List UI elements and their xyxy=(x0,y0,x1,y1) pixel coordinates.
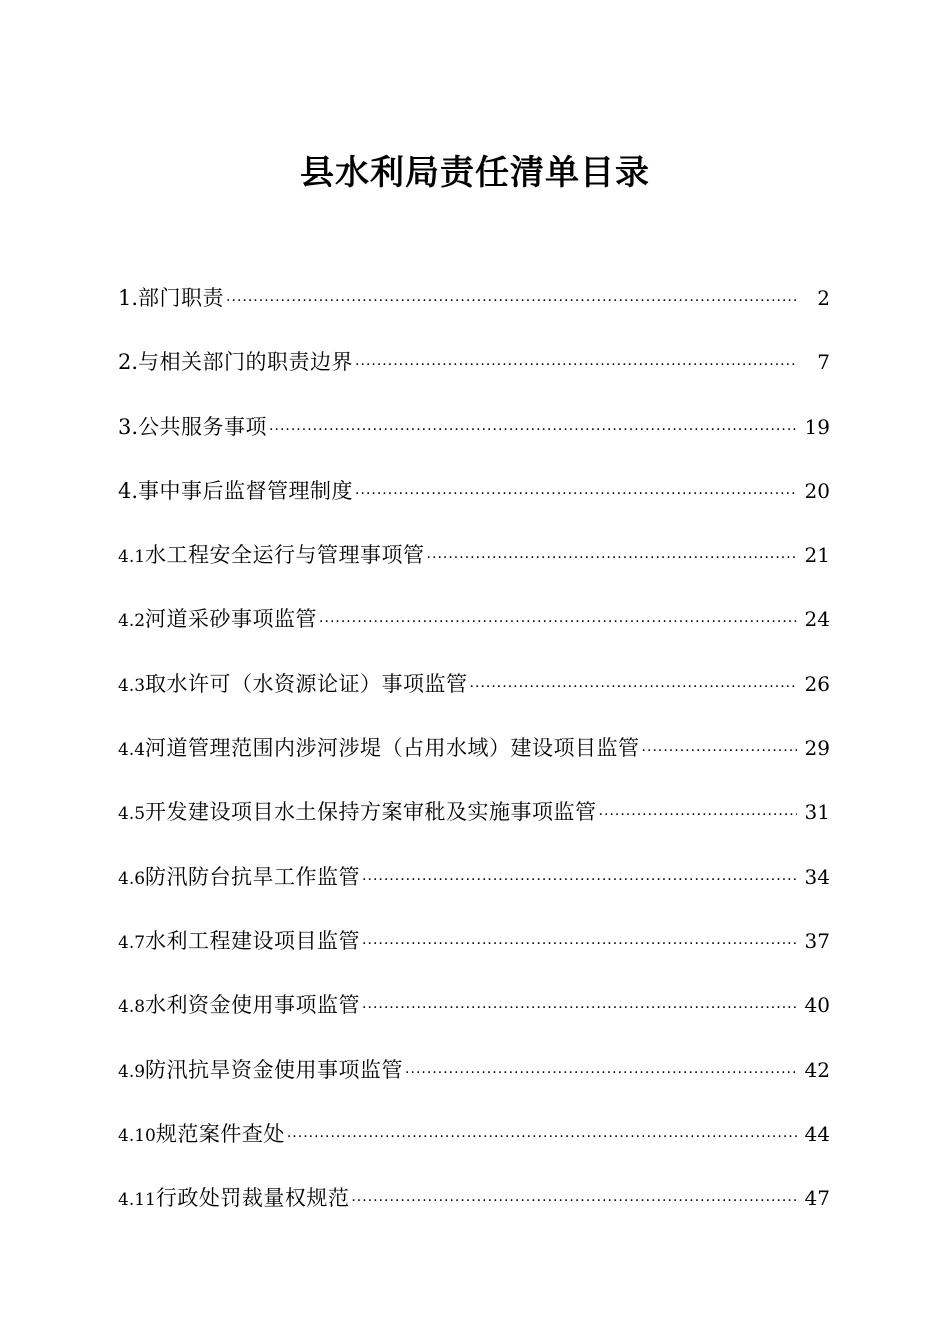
toc-dot-leader xyxy=(355,343,798,387)
toc-page-number: 37 xyxy=(804,928,830,953)
toc-entry[interactable] xyxy=(118,533,830,597)
toc-entry-number: 4. xyxy=(118,478,139,503)
toc-entry[interactable] xyxy=(118,1112,830,1176)
toc-dot-leader xyxy=(362,986,797,1030)
toc-entry-number: 4.8 xyxy=(118,997,146,1018)
toc-entry-number: 4.2 xyxy=(118,611,146,632)
toc-entry[interactable] xyxy=(118,919,830,983)
toc-entry[interactable] xyxy=(118,726,830,790)
toc-entry-title: 行政处罚裁量权规范 xyxy=(155,1186,350,1211)
toc-entry-number: 4.4 xyxy=(118,740,146,761)
toc-entry[interactable] xyxy=(118,983,830,1047)
toc-entry-number: 1. xyxy=(118,286,139,310)
toc-dot-leader xyxy=(319,600,797,644)
toc-dot-leader xyxy=(269,408,797,452)
toc-entry[interactable] xyxy=(118,855,830,919)
toc-entry[interactable] xyxy=(118,597,830,661)
toc-dot-leader xyxy=(427,536,797,580)
toc-page-number: 31 xyxy=(804,800,830,825)
toc-dot-leader xyxy=(362,922,797,966)
toc-dot-leader xyxy=(599,793,797,837)
toc-entry-number: 4.10 xyxy=(118,1125,156,1146)
toc-page-number: 21 xyxy=(804,543,830,568)
toc-entry[interactable] xyxy=(118,662,830,726)
toc-page-number: 2 xyxy=(817,286,830,310)
page-title: 县水利局责任清单目录 xyxy=(300,153,650,193)
toc-entry-number: 3. xyxy=(118,414,139,439)
toc-entry-number: 4.7 xyxy=(118,932,146,953)
toc-dot-leader xyxy=(642,729,797,773)
toc-dot-leader xyxy=(405,1051,797,1095)
toc-page-number: 40 xyxy=(804,993,830,1018)
toc-entry[interactable] xyxy=(118,790,830,854)
toc-dot-leader xyxy=(351,1179,796,1223)
toc-entry[interactable] xyxy=(118,340,830,404)
toc-page-number: 47 xyxy=(804,1186,830,1211)
toc-entry[interactable] xyxy=(118,1048,830,1112)
toc-entry[interactable] xyxy=(118,405,830,469)
toc-entry-title: 开发建设项目水土保持方案审秕及实施事项监管 xyxy=(145,800,597,825)
toc-entry[interactable] xyxy=(118,1176,830,1240)
toc-entry-title: 防汛防台抗旱工作监管 xyxy=(145,864,361,889)
toc-entry-title: 规范案件查处 xyxy=(155,1121,285,1146)
toc-entry-number: 2. xyxy=(118,350,139,375)
toc-entry-number: 4.11 xyxy=(118,1190,156,1211)
toc-dot-leader xyxy=(226,279,798,323)
toc-entry-title: 事中事后监督管理制度 xyxy=(138,478,354,503)
toc-entry-title: 取水许可（水资源论证）事项监管 xyxy=(145,671,468,696)
toc-dot-leader xyxy=(287,1115,797,1159)
toc-dot-leader xyxy=(355,472,797,516)
toc-entry-title: 公共服务事项 xyxy=(138,414,268,439)
toc-page-number: 42 xyxy=(804,1057,830,1082)
toc-entry[interactable] xyxy=(118,276,830,340)
toc-dot-leader xyxy=(362,858,797,902)
toc-page-number: 20 xyxy=(804,478,830,503)
toc-page-number: 19 xyxy=(804,414,830,439)
toc-page-number: 44 xyxy=(804,1121,830,1146)
toc-entry-number: 4.9 xyxy=(118,1061,146,1082)
toc-entry-title: 河道采砂事项监管 xyxy=(145,607,318,632)
toc-dot-leader xyxy=(470,665,797,709)
toc-entry-number: 4.5 xyxy=(118,804,146,825)
toc-entry-title: 河道管理范围内涉河涉堤（占用水域）建设项目监管 xyxy=(145,736,640,761)
toc-page-number: 29 xyxy=(804,736,830,761)
toc-page-number: 24 xyxy=(804,607,830,632)
toc-entry-title: 与相关部门的职责边界 xyxy=(138,350,354,375)
toc-entry-number: 4.1 xyxy=(118,547,146,568)
toc-entry-title: 防汛抗旱资金使用事项监管 xyxy=(145,1057,404,1082)
toc-entry-title: 部门职责 xyxy=(138,286,225,310)
toc-page-number: 7 xyxy=(817,350,830,375)
toc-entry[interactable] xyxy=(118,469,830,533)
toc-entry-title: 水利资金使用事项监管 xyxy=(145,993,361,1018)
toc-entry-title: 水利工程建设项目监管 xyxy=(145,928,361,953)
toc-page-number: 26 xyxy=(804,671,830,696)
toc-entry-number: 4.3 xyxy=(118,675,146,696)
toc-entry-title: 水工程安全运行与管理事项管 xyxy=(145,543,425,568)
toc-entry-number: 4.6 xyxy=(118,868,146,889)
toc-page-number: 34 xyxy=(804,864,830,889)
table-of-contents xyxy=(118,276,830,1240)
